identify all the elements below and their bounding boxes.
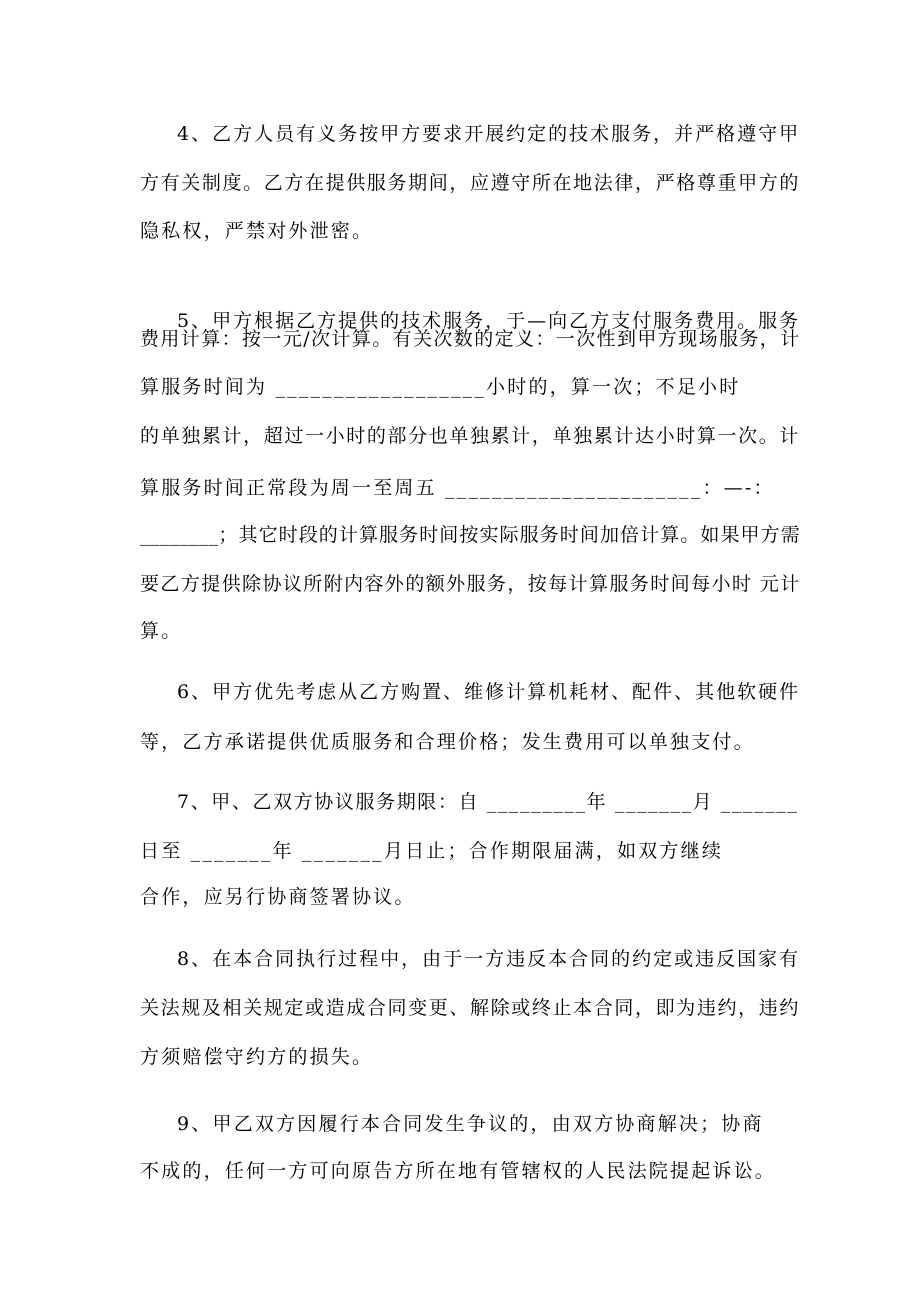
clause-5-line-6: ________；其它时段的计算服务时间按实际服务时间加倍计算。如果甲方需: [140, 524, 800, 546]
clause-4-line-2: 方有关制度。乙方在提供服务期间，应遵守所在地法律，严格尊重甲方的: [140, 172, 800, 194]
clause-5-line-7: 要乙方提供除协议所附内容外的额外服务，按每计算服务时间每小时 元计: [140, 573, 800, 595]
clause-7-line-2: 日至 _______年 _______月日止；合作期限届满，如双方继续: [140, 840, 724, 862]
clause-5-line-5: 算服务时间正常段为周一至周五 ______________________：—-：: [140, 477, 775, 499]
clause-7-line-3: 合作，应另行协商签署协议。: [140, 886, 416, 908]
clause-8-line-1: 8、在本合同执行过程中，由于一方违反本合同的约定或违反国家有: [177, 948, 801, 970]
clause-4-line-3: 隐私权，严禁对外泄密。: [140, 220, 374, 242]
clause-9-line-1: 9、甲乙双方因履行本合同发生争议的，由双方协商解决；协商: [177, 1113, 764, 1135]
clause-5-line-8: 算。: [140, 620, 183, 642]
clause-9-line-2: 不成的，任何一方可向原告方所在地有管辖权的人民法院提起诉讼。: [140, 1160, 777, 1182]
clause-5-line-3: 算服务时间为 __________________小时的，算一次；不足小时: [140, 376, 741, 398]
clause-8-line-3: 方须赔偿守约方的损失。: [140, 1046, 374, 1068]
clause-5-line-1: 5、甲方根据乙方提供的技术服务，于—向乙方支付服务费用。服务: [177, 310, 801, 332]
clause-6-line-2: 等，乙方承诺提供优质服务和合理价格；发生费用可以单独支付。: [140, 731, 755, 753]
clause-6-line-1: 6、甲方优先考虑从乙方购置、维修计算机耗材、配件、其他软硬件: [177, 681, 801, 703]
clause-4-line-1: 4、乙方人员有义务按甲方要求开展约定的技术服务，并严格遵守甲: [177, 123, 801, 145]
clause-5-line-2: 费用计算：按一元/次计算。有关次数的定义：一次性到甲方现场服务，计: [140, 328, 801, 350]
clause-5-line-4: 的单独累计，超过一小时的部分也单独累计，单独累计达小时算一次。计: [140, 425, 800, 447]
clause-8-line-2: 关法规及相关规定或造成合同变更、解除或终止本合同，即为违约，违约: [140, 997, 800, 1019]
clause-7-line-1: 7、甲、乙双方协议服务期限：自 _________年 _______月 _______: [177, 791, 799, 813]
